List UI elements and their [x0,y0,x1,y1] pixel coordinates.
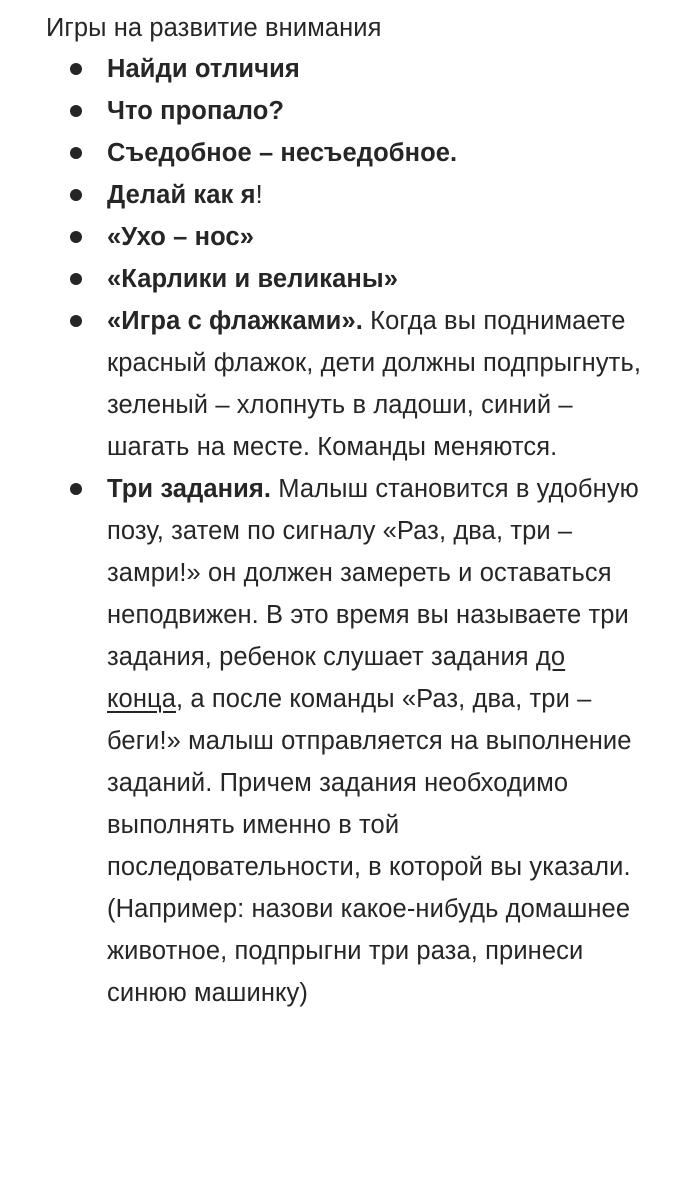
games-list [46,48,647,1014]
list-item [46,468,647,1014]
list-item [46,300,647,468]
bullet-icon [70,63,82,75]
bullet-icon [70,189,82,201]
bullet-icon [70,483,82,495]
list-item [46,132,647,174]
bullet-icon [70,231,82,243]
item-title: «Ухо – нос» [107,223,254,251]
list-item [46,216,647,258]
item-title: Три задания. [107,475,272,503]
item-title-suffix: ! [255,181,263,209]
section-heading: Игры на развитие внимания [46,14,382,42]
item-title: Найди отличия [107,55,300,83]
item-title: Делай как я [107,181,256,209]
list-item [46,90,647,132]
item-title: Съедобное – несъедобное. [107,139,458,167]
list-item [46,258,647,300]
bullet-icon [70,273,82,285]
item-title: «Карлики и великаны» [107,265,399,293]
underlined-phrase: до конца [107,643,566,713]
bullet-icon [70,315,82,327]
item-description: Когда вы поднимаете красный флажок, дети должны подпрыгнуть, зеленый – хлопнуть в ладоши, синий – шагать на месте. Команды меняются. [107,307,642,461]
bullet-icon [70,105,82,117]
item-description-start: Малыш становится в удобную позу, затем по сигналу «Раз, два, три – замри!» он должен замереть и оставаться неподвижен. В это время вы называете три задания, ребенок слушает задания [107,475,639,671]
item-description-end: , а после команды «Раз, два, три – беги!» малыш отправляется на выполнение заданий. Причем задания необходимо выполнять именно в той последовательности, в которой вы указали. (Например: назови какое-нибудь домашнее животное, подпрыгни три раза, принеси синюю машинку) [107,685,632,1007]
item-title: «Игра с флажками». [107,307,363,335]
list-item [46,174,647,216]
list-item [46,48,647,90]
bullet-icon [70,147,82,159]
item-title: Что пропало? [107,97,285,125]
